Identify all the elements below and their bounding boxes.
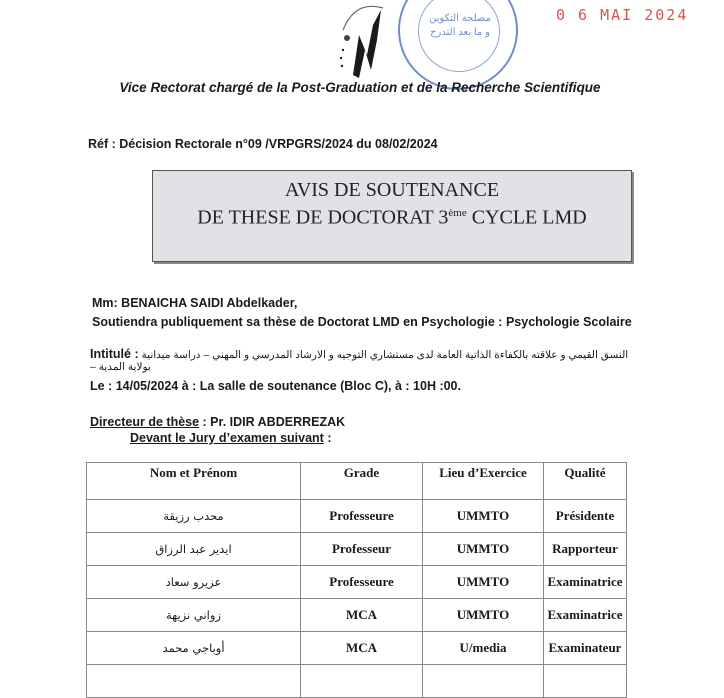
header-name: Nom et Prénom (87, 463, 301, 500)
university-logo-icon (335, 0, 395, 80)
table-header-row (87, 463, 627, 500)
title-line-2: DE THESE DE DOCTORAT 3ème CYCLE LMD (197, 206, 587, 229)
vice-rectorat-heading: Vice Rectorat chargé de la Post-Graduation et de la Recherche Scientifique (119, 80, 601, 95)
table-row: عزيرو سعاد Professeure UMMTO Examinatrice (87, 566, 627, 599)
intitule-label: Intitulé : (90, 347, 139, 361)
header-qualite: Qualité (544, 463, 627, 500)
table-row: زواني نزيهة MCA UMMTO Examinatrice (87, 599, 627, 632)
stamp-line: و ما بعد التدرج (430, 27, 490, 38)
jury-table (86, 462, 627, 698)
received-date-stamp: 0 6 MAI 2024 (556, 6, 689, 24)
schedule-line: Le : 14/05/2024 à : La salle de soutenance (Bloc C), à : 10H :00. (90, 379, 461, 393)
jury-heading: Devant le Jury d’examen suivant : (130, 431, 332, 445)
title-box (152, 170, 632, 262)
title-line-1: AVIS DE SOUTENANCE (284, 179, 500, 201)
thesis-statement: Soutiendra publiquement sa thèse de Doctorat LMD en Psychologie : Psychologie Scolaire (92, 315, 632, 329)
table-row: ايدير عبد الرزاق Professeur UMMTO Rapporteur (87, 533, 627, 566)
thesis-title (90, 347, 640, 373)
intitule-value: النسق القيمي و علاقته بالكفاءة الذاتية العامة لدى مستشاري التوجيه و الارشاد المدرسي و المهني – دراسة ميدانية بولاية المدية – (90, 349, 629, 373)
table-row (87, 665, 627, 698)
table-row: أوباجي محمد MCA U/media Examinateur (87, 632, 627, 665)
candidate-name: Mm: BENAICHA SAIDI Abdelkader, (92, 296, 298, 310)
stamp-line: مصلحة التكوين (429, 13, 491, 24)
table-row: محدب رزيقة Professeure UMMTO Présidente (87, 500, 627, 533)
official-stamp (398, 0, 518, 90)
reference-line: Réf : Décision Rectorale n°09 /VRPGRS/2024 du 08/02/2024 (88, 137, 438, 151)
header-lieu: Lieu d’Exercice (423, 463, 544, 500)
header-grade: Grade (301, 463, 423, 500)
director-line: Directeur de thèse : Pr. IDIR ABDERREZAK (90, 415, 346, 429)
